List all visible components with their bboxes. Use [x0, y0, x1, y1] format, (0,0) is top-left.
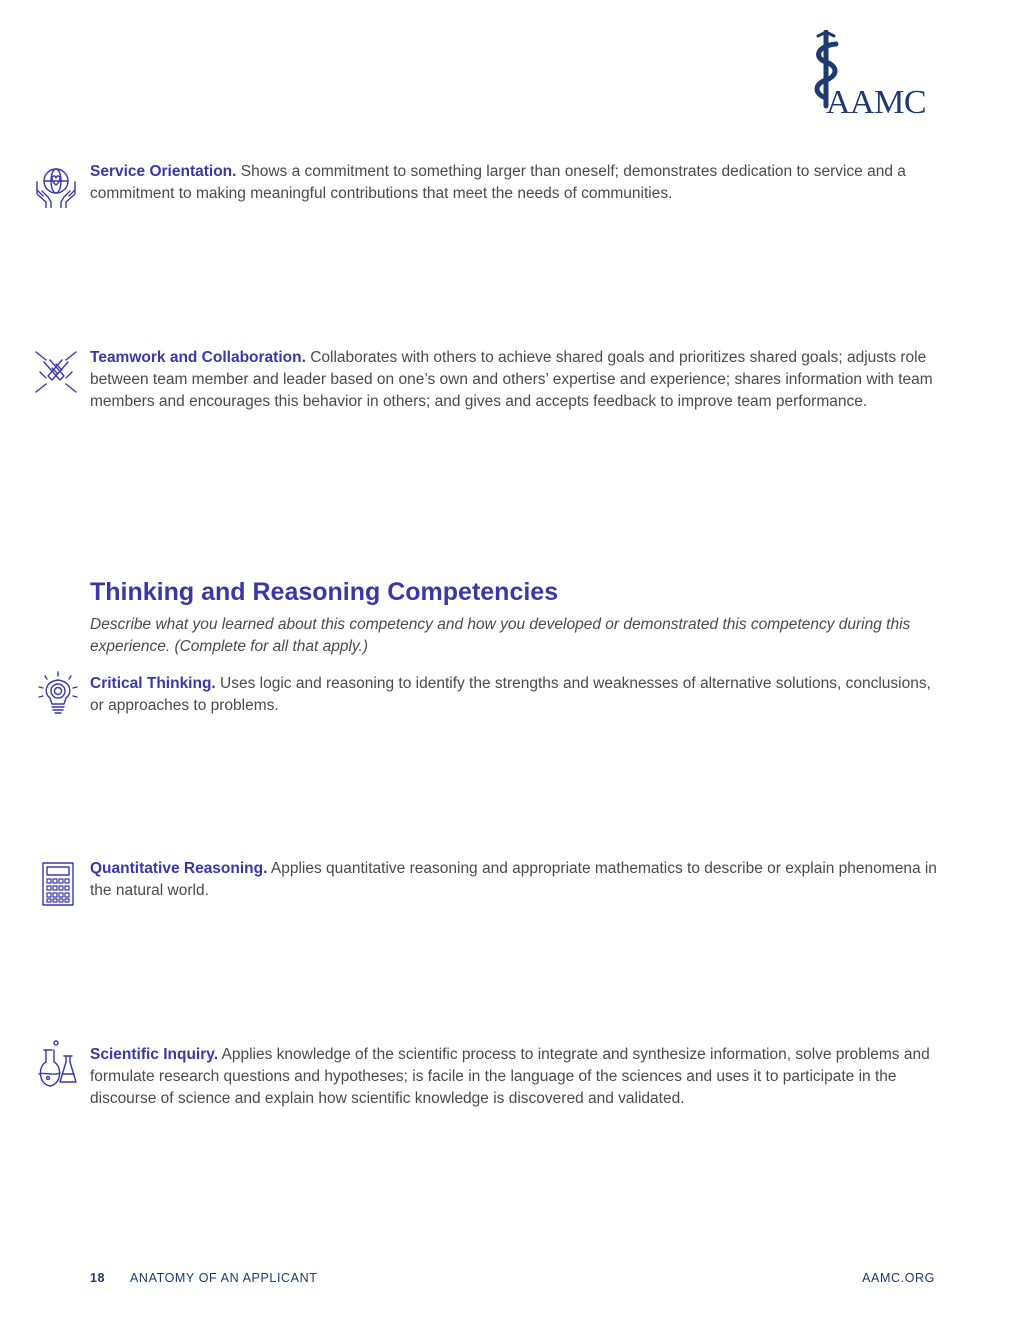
- competency-description: Shows a commitment to something larger than oneself; demonstrates dedication to service and a commitment to making meaningful contributions that meet the needs of communities.: [90, 163, 906, 202]
- competency-teamwork: [90, 347, 938, 413]
- section-instruction: Describe what you learned about this competency and how you developed or demonstrated this competency during this experience. (Complete for all that apply.): [90, 616, 911, 655]
- aamc-logo: [806, 30, 938, 126]
- competency-term: Service Orientation.: [90, 163, 237, 180]
- competency-quantitative-reasoning: [90, 858, 938, 902]
- competency-term: Critical Thinking.: [90, 675, 216, 692]
- joined-hands-icon: [34, 350, 78, 394]
- section-title: Thinking and Reasoning Competencies: [90, 578, 559, 606]
- page-number: 18: [90, 1271, 106, 1285]
- competency-description: Uses logic and reasoning to identify the strengths and weaknesses of alternative solutions, conclusions, or approaches to problems.: [90, 675, 931, 714]
- hands-globe-heart-icon: [34, 164, 78, 208]
- competency-description: Collaborates with others to achieve shared goals and prioritizes shared goals; adjusts role between team member and leader based on one’s own and others’ expertise and experience; shares information with team members and encourages this behavior in others; and gives and accepts feedback to improve team performance.: [90, 349, 933, 410]
- competency-term: Quantitative Reasoning.: [90, 860, 268, 877]
- competency-critical-thinking: [90, 673, 938, 717]
- competency-scientific-inquiry: [90, 1044, 938, 1110]
- calculator-icon: [36, 862, 80, 906]
- lab-flasks-icon: [34, 1040, 78, 1084]
- logo-text: AAMC: [826, 84, 927, 121]
- competency-description: Applies quantitative reasoning and appropriate mathematics to describe or explain phenomena in the natural world.: [90, 860, 937, 899]
- lightbulb-gear-icon: [36, 670, 80, 714]
- footer-title: ANATOMY OF AN APPLICANT: [130, 1271, 318, 1285]
- competency-term: Scientific Inquiry.: [90, 1046, 219, 1063]
- footer-site-link[interactable]: AAMC.ORG: [862, 1271, 935, 1285]
- competency-service-orientation: [90, 161, 938, 205]
- competency-term: Teamwork and Collaboration.: [90, 349, 306, 366]
- competency-description: Applies knowledge of the scientific process to integrate and synthesize information, solve problems and formulate research questions and hypotheses; is facile in the language of the sciences and uses it to participate in the discourse of science and explain how scientific knowledge is discovered and validated.: [90, 1046, 930, 1107]
